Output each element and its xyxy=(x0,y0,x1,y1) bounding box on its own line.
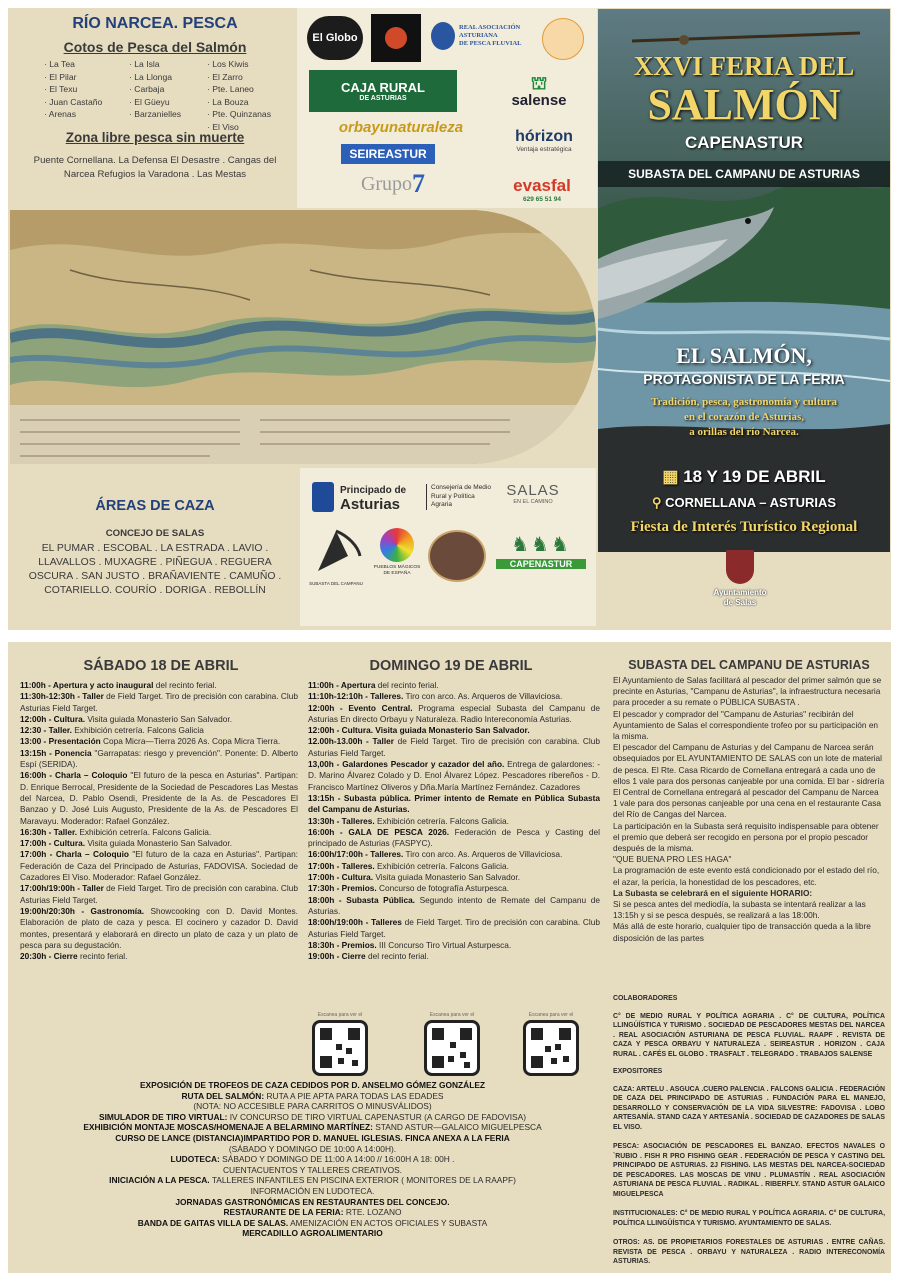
schedule-item-time: 13:30h - Talleres. xyxy=(308,815,375,826)
coto-item: · El Zarro xyxy=(207,71,271,84)
subasta-horario-title: La Subasta se celebrará en el siguiente HORARIO: xyxy=(613,887,813,898)
schedule-item xyxy=(20,770,298,826)
activities-list xyxy=(20,1080,605,1239)
poster-tagline-1: Tradición, pesca, gastronomía y cultura xyxy=(651,396,837,408)
poster-fiesta: Fiesta de Interés Turístico Regional xyxy=(630,519,858,535)
activity-item-title: INICIACIÓN A LA PESCA. xyxy=(109,1175,210,1186)
schedule-item-detail: Visita guiada Monasterio San Salvador. xyxy=(373,872,520,883)
orbayu-logo: orbayunaturaleza xyxy=(338,118,464,136)
subasta-paragraph-2: El pescador y comprador del "Campanu de Asturias" recibirán del Ayuntamiento de Salas el correspondiente trofeo por su participación en la misma. xyxy=(613,708,879,742)
activity-item-detail: CUENTACUENTOS Y TALLERES CREATIVOS. xyxy=(222,1164,403,1175)
activity-item xyxy=(20,1101,605,1112)
schedule-item xyxy=(308,725,600,736)
schedule-item-time: 17:00h - Talleres. xyxy=(308,860,375,871)
ayuntamiento-line-2: de Salas xyxy=(723,598,757,607)
coto-item: · El Pilar xyxy=(44,71,102,84)
schedule-item xyxy=(20,736,298,747)
subasta-campanu-label: SUBASTA DEL CAMPANU xyxy=(309,581,363,586)
schedule-item xyxy=(20,691,298,714)
location-pin-icon: ⚲ xyxy=(651,495,662,510)
horizon-tagline: Ventaja estratégica xyxy=(516,145,572,153)
schedule-item xyxy=(20,748,298,771)
institutions-block xyxy=(300,468,596,626)
schedule-item-detail: Exhibición cetrería. Falcons Galicia. xyxy=(77,826,212,837)
principado-logo xyxy=(340,484,406,512)
schedule-item xyxy=(20,725,298,736)
activity-item-detail: SÁBADO Y DOMINGO DE 11:00 A 14:00 // 16:00H A 18: 00H . xyxy=(219,1154,455,1165)
principado-line-2: Asturias xyxy=(340,496,401,513)
activity-item-title: EXPOSICIÓN DE TROFEOS DE CAZA CEDIDOS POR D. ANSELMO GÓMEZ GONZÁLEZ xyxy=(139,1080,486,1090)
qr-code-2-icon xyxy=(424,1020,480,1076)
poster-headline-2: PROTAGONISTA DE LA FERIA xyxy=(643,371,845,387)
schedule-item-detail: Programa especial Subasta del Campanu de Asturias En directo Orbayu y Naturaleza. Radio Intereconomía Asturias. xyxy=(308,702,600,724)
coto-item: · Arenas xyxy=(44,108,102,121)
sponsors-block xyxy=(297,8,597,208)
schedule-item xyxy=(308,861,600,872)
rapf-line-3: DE PESCA FLUVIAL xyxy=(459,40,522,47)
river-title: RÍO NARCEA. PESCA xyxy=(72,15,238,32)
activity-item-detail: IV CONCURSO DE TIRO VIRTUAL CAPENASTUR (A CARGO DE FADOVISA) xyxy=(227,1111,527,1122)
schedule-item xyxy=(308,940,600,951)
schedule-item xyxy=(20,849,298,883)
cotos-column-3 xyxy=(207,58,271,133)
poster-band: SUBASTA DEL CAMPANU DE ASTURIAS xyxy=(598,161,890,187)
subasta-paragraph-4: La participación en la Subasta será requisito indispensable para obtener el premio que deberá ser recogido en persona por el propio pescador después de la misma. xyxy=(613,820,879,854)
activity-item-detail: RUTA A PIE APTA PARA TODAS LAS EDADES xyxy=(264,1090,444,1101)
schedule-item-time: 17:00h - Cultura. xyxy=(20,838,86,849)
expositores-pesca: PESCA: ASOCIACIÓN DE PESCADORES EL BANZAO. EFECTOS NAVALES O `RUBIO . FISH R PRO FISHING GEAR . FEDERACIÓN DE PESCA Y CASTING DEL PRINCIPADO DE ASTURIAS. 2J FISHING. LAS MESTAS DEL NARCEA-SOCIEDAD DE PESCADORES. LAS MOSCAS DE VINU . PLUMASTÍN . REAL ASOCIACIÓN ASTURIANA DE PESCA FLUVIAL . RADIKAL . RIBERFLY. STAND ASTUR GALAICO MIGUELPESCA xyxy=(613,1143,885,1198)
activity-item-title: EXHIBICIÓN MONTAJE MOSCAS/HOMENAJE A BELARMINO MARTÍNEZ: xyxy=(83,1122,373,1133)
colaboradores-section xyxy=(613,994,885,1267)
poster-tagline xyxy=(598,395,890,440)
schedule-item-detail: Showcooking con D. David Montes. Elaboración de plato de caza y pesca. El cocinero y cazador D. David montes, presentará y elaborará en directo un plato de caza y un plato de pesca para su degustación. xyxy=(20,905,298,950)
principado-shield-icon xyxy=(312,482,334,512)
saturday-schedule xyxy=(20,680,298,962)
schedule-item-time: 13,00h - Galardones Pescador y cazador del año. xyxy=(308,759,505,770)
expositores-institucionales: INSTITUCIONALES: C° DE MEDIO RURAL Y POLÍTICA AGRARIA. C° DE CULTURA, POLÍTICA LLINGÜÍSTICA Y TURISMO. AYUNTAMIENTO DE SALAS. xyxy=(613,1210,885,1227)
schedule-item-time: 12:00h - Cultura. xyxy=(20,713,86,724)
coto-item: · Juan Castaño xyxy=(44,96,102,109)
schedule-item-time: 16:30h - Taller. xyxy=(20,826,78,837)
schedule-item xyxy=(20,906,298,951)
qr-code-2[interactable] xyxy=(423,1012,481,1076)
caja-rural-region: DE ASTURIAS xyxy=(359,95,407,102)
poster-place-row xyxy=(598,495,890,511)
historic-river-map xyxy=(10,210,596,464)
qr-code-2-label: Escanea para ver el xyxy=(429,1012,475,1018)
poster-title-line-1: XXVI FERIA DEL xyxy=(633,51,855,81)
colaboradores-list: C° DE MEDIO RURAL Y POLÍTICA AGRARIA . C° DE CULTURA, POLÍTICA LLINGÜÍSTICA Y TURISMO . SOCIEDAD DE PESCADORES MESTAS DEL NARCEA . REAL ASOCIACIÓN ASTURIANA DE PESCA FLUVIAL. RAAPF . REVISTA DE CAZA Y PESCA ORBAYU Y NATURALEZA . SEIREASTUR . HORIZON . CAJA RURAL . CAFÉS EL GLOBO . TRASFALT . TELEGRADO . TRABAJOS SALENSE xyxy=(613,1012,885,1058)
subasta-paragraph-6: La programación de este evento está condicionado por el estado del río, el azar, la pericia, la honestidad de los pescadores, etc. xyxy=(613,865,880,887)
coto-item: · El Texu xyxy=(44,83,102,96)
poster-tagline-2: en el corazón de Asturias, xyxy=(683,411,805,423)
feria-poster xyxy=(598,9,890,552)
schedule-item-time: 19:00h/20:30h - Gastronomía. xyxy=(20,905,145,916)
schedule-item-time: 20:30h - Cierre xyxy=(20,951,78,962)
qr-pattern-1 xyxy=(318,1026,362,1070)
subasta-campanu-logo xyxy=(308,526,364,586)
seireastur-logo: SEIREASTUR xyxy=(341,144,435,164)
subasta-paragraph-7: Si se pesca antes del mediodía, la subasta se intentará realizar a las xyxy=(613,899,866,910)
activity-item-title: JORNADAS GASTRONÓMICAS EN RESTAURANTES DEL CONCEJO. xyxy=(175,1196,450,1207)
schedule-item-time: 17:30h - Premios. xyxy=(308,883,377,894)
schedule-item-detail: del recinto ferial. xyxy=(153,680,217,690)
schedule-item-detail: "El futuro de la pesca en Asturias". Partipan: D. Enrique Berrocal, Presidente de la Sociedad de Pescadores Las Mestas del Narcea, D. Pablo Osendi, Presidente de la As. de Pescadores El Banzao y D. José Luis Augusto, Presidente de la As. de Pescadores El Maravayu. Moderador: Rafael González. xyxy=(20,770,298,826)
consejeria-label: Consejería de Medio Rural y Política Agraria xyxy=(426,484,495,510)
activity-item xyxy=(20,1207,605,1218)
subasta-paragraph-3: El pescador del Campanu de Asturias y del Campanu de Narcea serán obsequiados por EL AYUNTAMIENTO DE SALAS con un lote de material de pesca. El Rte. Casa Ricardo de Cornellana entregará a cada uno de ellos 1 vale para dos personas canjeable por una comida. El bar - sidrería El Central de Cornellana entregará al pescador del Campanu de Narcea 1 vale para dos personas canjeable por una cena en el restaurante Casa del Río de Cangas del Narcea. xyxy=(613,742,885,820)
schedule-item xyxy=(308,917,600,940)
schedule-item-detail: Federación de Pesca y Casting del principado de Asturias (FASPYC). xyxy=(308,826,600,849)
poster-headline-1: EL SALMÓN, xyxy=(676,343,812,368)
schedule-item-detail: Tiro con arco. As. Arqueros de Villaviciosa. xyxy=(403,849,563,860)
schedule-item xyxy=(20,951,298,962)
cazadores-badge-icon xyxy=(428,530,486,582)
schedule-item-detail: Entrega de galardones: - D. Marino Álvarez Colado y D. Enol Álvarez López. Pescadores ribereños - D. Francisco Martínez Oliveros y Dña.María Martínez Fernández. Cazadores xyxy=(308,759,600,792)
rapf-line-2: ASTURIANA xyxy=(459,32,498,39)
qr-code-3-icon xyxy=(523,1020,579,1076)
salas-camino-logo xyxy=(502,482,564,505)
schedule-item xyxy=(308,883,600,894)
grupo7-name: Grupo xyxy=(360,172,413,195)
salense-mark-icon: ⛫ xyxy=(530,72,548,93)
el-globo-logo: El Globo xyxy=(307,16,363,60)
schedule-item-time: 11:00h - Apertura y acto inaugural xyxy=(20,680,154,690)
zona-text: Puente Cornellana. La Defensa El Desastre . Cangas del Narcea Refugios la Varadona . Las Mestas xyxy=(33,155,277,180)
schedule-item xyxy=(308,872,600,883)
expositores-caza: CAZA: ARTELU . ASGUCA .CUERO PALENCIA . FALCONS GALICIA . FEDERACIÓN DE CAZA DEL PRINCIPADO DE ASTURIAS . FUNDACIÓN PARA EL MANEJO, DESARROLLO Y CONSERVACIÓN DE LA VIDA SILVESTRE: FADOVISA . LOBO ARTESANÍA. STAND CAZA Y ARTESANÍA . SOCIEDAD DE CAZADORES DE SALAS EL VISO. xyxy=(613,1085,885,1131)
ayuntamiento-salas-logo xyxy=(690,550,790,608)
schedule-item xyxy=(308,680,600,691)
coto-item: · Pte. Quinzanas xyxy=(207,108,271,121)
schedule-item-detail: Exhibición cetrería. Falcons Galicia xyxy=(71,725,204,736)
schedule-item-detail: recinto ferial. xyxy=(77,951,128,962)
activity-item-detail: TALLERES INFANTILES EN PISCINA EXTERIOR ( MONITORES DE LA RAAPF) xyxy=(209,1175,516,1186)
coto-item: · Los Kiwis xyxy=(207,58,271,71)
salas-camino-sub: EN EL CAMINO xyxy=(513,499,553,505)
activity-item-detail: STAND ASTUR—GALAICO MIGUELPESCA xyxy=(372,1122,542,1133)
pueblos-magicos-logo xyxy=(372,528,422,577)
subasta-paragraph-9: Más allá de este horario, cualquier tipo de transacción queda a la libre disposición de las partes xyxy=(613,921,871,943)
activity-item xyxy=(20,1154,605,1165)
activity-item xyxy=(20,1197,605,1208)
schedule-item xyxy=(20,827,298,838)
schedule-item xyxy=(308,849,600,860)
schedule-item-time: 18:00h - Subasta Pública. xyxy=(308,894,415,905)
qr-code-3-label: Escanea para ver el xyxy=(528,1012,574,1018)
expositores-otros: OTROS: AS. DE PROPIETARIOS FORESTALES DE ASTURIAS . ENTRE CAÑAS. REVISTA DE PESCA . ORBAYU Y NATURALEZA . RADIO INTERECONOMÍA ASTURIAS. xyxy=(613,1239,885,1265)
rapf-line-1: REAL ASOCIACIÓN xyxy=(459,24,521,31)
schedule-item-time: 18:30h - Premios. xyxy=(308,939,377,950)
schedule-item-detail: Exhibición cetrería. Falcons Galicia. xyxy=(374,860,509,871)
activity-item-detail: (NOTA: NO ACCESIBLE PARA CARRITOS O MINUSVÁLIDOS) xyxy=(193,1101,432,1112)
schedule-item xyxy=(308,703,600,726)
coto-item: · La Isla xyxy=(129,58,181,71)
schedule-item-detail: Tiro con arco. As. Arqueros de Villaviciosa. xyxy=(403,691,563,702)
activity-item-title: CURSO DE LANCE (DISTANCIA)IMPARTIDO POR D. MANUEL IGLESIAS. FINCA ANEXA A LA FERIA xyxy=(115,1132,510,1143)
evasfal-name: evasfal xyxy=(513,175,571,195)
activity-item xyxy=(20,1144,605,1155)
schedule-item-time: 12.00h-13.00h - Taller xyxy=(308,736,394,747)
coto-item: · El Viso xyxy=(207,121,271,134)
activity-item xyxy=(20,1218,605,1229)
subasta-title: SUBASTA DEL CAMPANU DE ASTURIAS xyxy=(628,658,870,672)
caja-rural-logo xyxy=(309,70,457,112)
saturday-title: SÁBADO 18 DE ABRIL xyxy=(83,658,239,674)
capenastur-figures-icon: ♞♞♞ xyxy=(511,534,571,556)
sunday-schedule xyxy=(308,680,600,962)
capenastur-logo xyxy=(496,532,586,569)
schedule-item-detail: de Field Target. Tiro de precisión con carabina. Club Asturias Field Target. xyxy=(308,736,600,758)
cotos-column-1 xyxy=(44,58,102,121)
horizon-name: hórizon xyxy=(515,127,573,145)
schedule-item-time: 16:00h - GALA DE PESCA 2026. xyxy=(308,826,450,837)
schedule-item-detail: Visita guiada Monasterio San Salvador. xyxy=(85,713,232,724)
activity-item xyxy=(20,1175,605,1186)
schedule-item-detail: del recinto ferial. xyxy=(365,951,429,962)
schedule-item-time: 13:15h - Ponencia xyxy=(20,747,92,758)
schedule-item-time: 12:30 - Taller. xyxy=(20,725,72,736)
activity-item-title: SIMULADOR DE TIRO VIRTUAL: xyxy=(98,1111,228,1122)
schedule-item xyxy=(20,838,298,849)
salas-camino-name: SALAS xyxy=(506,482,560,499)
schedule-item xyxy=(308,691,600,702)
calendar-icon: ▦ xyxy=(662,467,679,486)
schedule-item-time: 16:00h/17:00h - Talleres. xyxy=(308,849,404,860)
schedule-item-detail: Visita guiada Monasterio San Salvador. xyxy=(85,838,232,849)
schedule-item-time: 11:10h-12:10h - Talleres. xyxy=(308,691,404,702)
schedule-item-time: 17:00h - Cultura. xyxy=(308,872,374,883)
poster-title-line-2: SALMÓN xyxy=(647,80,841,129)
schedule-item-detail: Exhibición cetrería. Falcons Galicia. xyxy=(374,815,509,826)
schedule-item xyxy=(308,793,600,816)
qr-pattern-3 xyxy=(529,1026,573,1070)
schedule-item-time: 18:00h/19:00h - Talleres xyxy=(308,917,402,928)
activity-item xyxy=(20,1186,605,1197)
schedule-item xyxy=(308,895,600,918)
coto-item: · Carbaja xyxy=(129,83,181,96)
qr-pattern-2 xyxy=(430,1026,474,1070)
activity-item-title: LUDOTECA: xyxy=(170,1154,220,1165)
cotos-column-2 xyxy=(129,58,181,121)
schedule-item-detail: Segundo intento de Remate del Campanu de Asturias. xyxy=(308,894,600,916)
subasta-paragraph-1: El Ayuntamiento de Salas facilitará al pescador del primer salmón que se precinte en Asturias, "Campanu de Asturias", la infraestructura necesaria para proceder a su remate o PÚBLICA SUBASTA . xyxy=(613,675,882,708)
schedule-item-detail: de Field Target. Tiro de precisión con carabina. Club Asturias Field Target. xyxy=(20,691,298,713)
principado-line-1: Principado de xyxy=(340,485,407,496)
activity-item-detail: RTE. LOZANO xyxy=(343,1207,402,1218)
schedule-item xyxy=(20,883,298,906)
activity-item-detail: (SÁBADO Y DOMINGO DE 10:00 A 14:00H). xyxy=(228,1143,397,1154)
caja-rural-name: CAJA RURAL xyxy=(340,80,426,95)
schedule-item-time: 17:00h - Charla – Coloquio xyxy=(20,849,129,860)
activity-item-title: MERCADILLO AGROALIMENTARIO xyxy=(242,1228,383,1239)
grupo7-number: 7 xyxy=(412,169,426,198)
circular-sponsor-logo xyxy=(542,18,584,60)
activity-item-detail: INFORMACIÓN EN LUDOTECA. xyxy=(250,1185,375,1196)
capenastur-label: CAPENASTUR xyxy=(496,559,586,569)
activity-item-detail: AMENIZACIÓN EN ACTOS OFICIALES Y SUBASTA xyxy=(288,1217,488,1228)
areas-list: EL PUMAR . ESCOBAL . LA ESTRADA . LAVIO . LLAVALLOS . MUXAGRE . PIÑEGUA . REGUERA OSCURA . SAN JUSTO . BRAÑAVIENTE . CAMUÑO . COTARIELLO. COURÍO . DORIGA . REBOLLÍN xyxy=(28,543,282,596)
qr-code-1[interactable] xyxy=(311,1012,369,1076)
activity-item xyxy=(20,1165,605,1176)
poster-date-row xyxy=(598,467,890,487)
activity-item xyxy=(20,1112,605,1123)
schedule-item-detail: de Field Target. Tiro de precisión con carabina. Club Asturias Field Target. xyxy=(308,917,600,939)
qr-code-1-label: Escanea para ver el xyxy=(317,1012,363,1018)
sunday-title: DOMINGO 19 DE ABRIL xyxy=(369,658,533,674)
subasta-paragraph-8: 13:15h y si se pesca después, se realizará a las 18:00h. xyxy=(613,910,820,921)
evasfal-logo xyxy=(501,172,583,206)
horizon-logo xyxy=(503,120,585,160)
salense-logo xyxy=(497,68,581,114)
schedule-item xyxy=(308,816,600,827)
evasfal-phone: 629 65 51 94 xyxy=(523,195,561,203)
poster-place: CORNELLANA – ASTURIAS xyxy=(665,495,837,510)
coto-item: · La Tea xyxy=(44,58,102,71)
salense-name: salense xyxy=(511,91,567,109)
activity-item xyxy=(20,1228,605,1239)
coto-item: · Pte. Laneo xyxy=(207,83,271,96)
areas-title: ÁREAS DE CAZA xyxy=(95,498,215,514)
cotos-title: Cotos de Pesca del Salmón xyxy=(63,39,247,55)
schedule-item-time: 12:00h - Evento Central. xyxy=(308,702,413,713)
qr-code-3[interactable] xyxy=(522,1012,580,1076)
grupo7-logo xyxy=(343,168,443,200)
schedule-item-time: 13:00 - Presentación xyxy=(20,736,101,747)
activity-item xyxy=(20,1080,605,1091)
schedule-item-detail: Copa Micra—Tierra 2026 As. Copa Micra Tierra. xyxy=(100,736,281,747)
art-logo-mark xyxy=(385,27,407,49)
schedule-item-detail: "Garrapatas: riesgo y prevención". Ponente: D. Alberto Espí (SERIDA). xyxy=(20,747,298,770)
colaboradores-title: COLABORADORES xyxy=(613,995,678,1002)
schedule-item-detail: III Concurso Tiro Virtual Asturpesca. xyxy=(376,939,512,950)
coto-item: · Barzanielles xyxy=(129,108,181,121)
schedule-item-detail: del recinto ferial. xyxy=(375,680,439,690)
activity-item-title: BANDA DE GAITAS VILLA DE SALAS. xyxy=(137,1217,289,1228)
subasta-motto: "QUE BUENA PRO LES HAGA" xyxy=(613,854,732,865)
subasta-campanu-mark-icon xyxy=(308,526,364,576)
schedule-item xyxy=(308,759,600,793)
activity-item-title: RUTA DEL SALMÓN: xyxy=(181,1090,265,1101)
schedule-item-time: 13:15h - Subasta pública. Primer intento de Remate en Pública Subasta del Campanu de Asturias. xyxy=(308,792,600,815)
pueblos-magicos-label: PUEBLOS MÁGICOS DE ESPAÑA xyxy=(373,565,421,576)
coto-item: · El Güeyu xyxy=(129,96,181,109)
expositores-title: EXPOSITORES xyxy=(613,1068,663,1075)
coto-item: · La Llonga xyxy=(129,71,181,84)
activity-item xyxy=(20,1091,605,1102)
activity-item xyxy=(20,1133,605,1144)
map-illustration xyxy=(10,210,596,464)
schedule-item-detail: Concurso de fotografía Asturpesca. xyxy=(376,883,510,894)
activity-item xyxy=(20,1122,605,1133)
schedule-item-detail: de Field Target. Tiro de precisión con carabina. Club Asturias Field Target. xyxy=(20,883,298,905)
schedule-item xyxy=(20,680,298,691)
schedule-item xyxy=(308,951,600,962)
schedule-item xyxy=(20,714,298,725)
art-logo xyxy=(371,14,421,62)
salas-crest-icon xyxy=(726,550,754,584)
schedule-item-time: 11:30h-12:30h - Taller xyxy=(20,691,104,702)
poster-subtitle: CAPENASTUR xyxy=(684,133,804,152)
schedule-item-time: 11:00h - Apertura xyxy=(308,680,376,690)
subasta-text xyxy=(613,675,885,944)
qr-code-1-icon xyxy=(312,1020,368,1076)
schedule-item-detail: "El futuro de la caza en Asturias". Partipan: Federación de Caza del Principado de Asturias, FADOVISA. Sociedad de Cazadores El Viso. Moderador: Rafael González. xyxy=(20,849,298,883)
schedule-item xyxy=(308,736,600,759)
poster-date: 18 Y 19 DE ABRIL xyxy=(683,467,826,486)
schedule-item-time: 19:00h - Cierre xyxy=(308,951,366,962)
concejo-title: CONCEJO DE SALAS xyxy=(105,528,205,539)
schedule-item-time: 16:00h - Charla – Coloquio xyxy=(20,770,128,781)
schedule-item-time: 17:00h/19:00h - Taller xyxy=(20,883,104,894)
coto-item: · La Bouza xyxy=(207,96,271,109)
rapf-emblem-icon xyxy=(431,22,455,50)
poster-tagline-3: a orillas del río Narcea. xyxy=(689,426,799,438)
ayuntamiento-line-1: Ayuntamiento xyxy=(713,588,767,597)
pueblos-magicos-icon xyxy=(380,528,414,562)
schedule-item xyxy=(308,827,600,850)
schedule-item-time: 12:00h - Cultura. Visita guiada Monasterio San Salvador. xyxy=(308,725,530,736)
zona-title: Zona libre pesca sin muerte xyxy=(65,130,245,145)
activity-item-title: RESTAURANTE DE LA FERIA: xyxy=(223,1207,344,1218)
